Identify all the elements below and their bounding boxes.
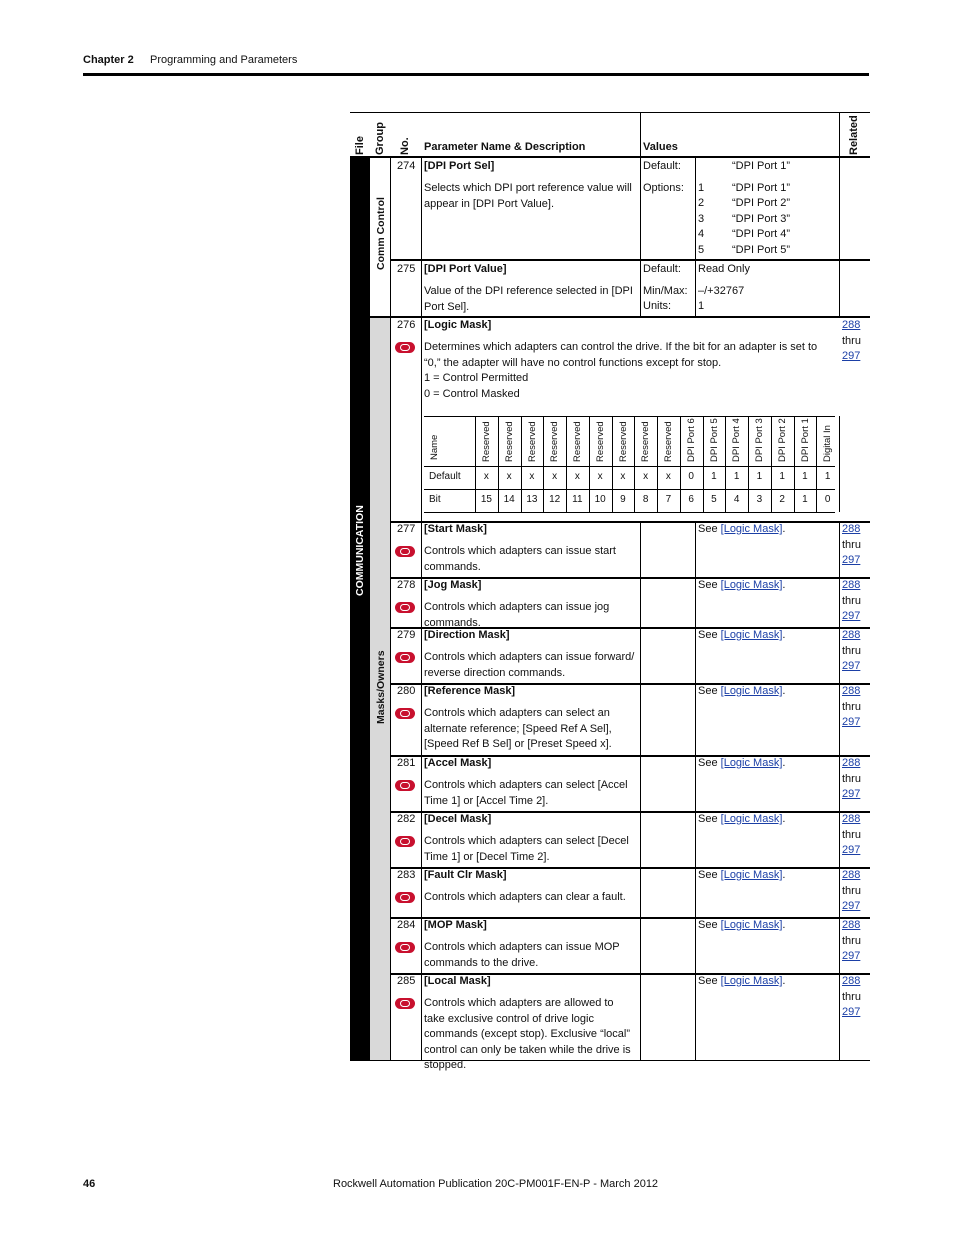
- see-period: .: [782, 629, 786, 641]
- col-header-values: Values: [643, 141, 678, 153]
- related-link-start[interactable]: 288: [842, 919, 861, 931]
- bit-name: Reserved: [572, 421, 583, 462]
- grid-line: [839, 522, 840, 1061]
- bit-number: 12: [549, 494, 561, 505]
- bit-table: [424, 416, 835, 516]
- logic-mask-link[interactable]: [Logic Mask]: [720, 629, 783, 641]
- units-value: 1: [698, 300, 705, 312]
- see-text: See: [698, 919, 721, 931]
- bit-name: Reserved: [503, 421, 515, 462]
- bit-default: 1: [756, 471, 763, 482]
- bit-default: x: [506, 471, 512, 482]
- param-name: [DPI Port Sel]: [424, 160, 495, 172]
- bit-number: 5: [711, 494, 717, 505]
- bit-table-rule: [839, 416, 840, 512]
- param-number: 283: [397, 869, 416, 881]
- bit-name: DPI Port 2: [776, 418, 788, 462]
- param-number: 274: [397, 160, 416, 172]
- param-description: Controls which adapters are allowed to take exclusive control of drive logic commands (except stop). Exclusive “local” control can only be taken while the drive is stopped.: [424, 997, 631, 1071]
- related-thru: thru: [842, 773, 861, 785]
- related-link-end[interactable]: 297: [842, 350, 861, 362]
- bit-number: 4: [733, 494, 740, 505]
- bit-number: 11: [572, 494, 583, 505]
- related-link-start[interactable]: 288: [842, 319, 861, 331]
- related-link-end[interactable]: 297: [842, 660, 861, 672]
- bit-name: DPI Port 3: [754, 418, 765, 462]
- logic-mask-link[interactable]: [Logic Mask]: [720, 869, 783, 881]
- see-reference: [698, 578, 785, 594]
- bit-default: 1: [733, 471, 740, 482]
- bit-name: DPI Port 6: [685, 418, 697, 462]
- param-name: [Start Mask]: [424, 523, 487, 535]
- param-description: Controls which adapters can select an alternate reference; [Speed Ref A Sel], [Speed Ref B Sel] or [Preset Speed x].: [424, 707, 612, 750]
- table-top-rule: [350, 112, 870, 113]
- param-number: 275: [397, 263, 416, 275]
- bit-name: Reserved: [663, 421, 674, 462]
- related-link-start[interactable]: 288: [842, 629, 861, 641]
- logic-mask-link[interactable]: [Logic Mask]: [720, 685, 783, 697]
- minmax-value: –/+32767: [698, 285, 745, 297]
- see-reference: [698, 918, 785, 934]
- see-text: See: [698, 757, 721, 769]
- bit-name: Reserved: [526, 421, 538, 462]
- related-link-start[interactable]: 288: [842, 685, 861, 697]
- related-thru: thru: [842, 701, 861, 713]
- bit-default: x: [574, 471, 580, 482]
- bit-row-label-bit: Bit: [429, 494, 441, 505]
- bit-default: x: [665, 471, 671, 482]
- related-link-start[interactable]: 288: [842, 813, 861, 825]
- param-number: 277: [397, 523, 416, 535]
- bit-default: 1: [824, 471, 831, 482]
- see-period: .: [782, 813, 786, 825]
- see-reference: [698, 522, 785, 538]
- option-label: “DPI Port 2”: [732, 197, 791, 209]
- param-number: 281: [397, 757, 416, 769]
- related-thru: thru: [842, 829, 861, 841]
- related-link-start[interactable]: 288: [842, 869, 861, 881]
- grid-line: [640, 112, 641, 317]
- param-description: Value of the DPI reference selected in [DPI Port Sel].: [424, 285, 633, 313]
- bit-default: x: [483, 471, 489, 482]
- see-reference: [698, 868, 785, 884]
- bit-number: 0: [824, 494, 831, 505]
- bit-number: 2: [779, 494, 785, 505]
- default-label: Default:: [643, 263, 681, 275]
- see-period: .: [782, 685, 786, 697]
- bit-number: 8: [642, 494, 649, 505]
- option-number: 4: [698, 228, 705, 240]
- logic-mask-link[interactable]: [Logic Mask]: [720, 813, 783, 825]
- bit-table-rule: [424, 489, 835, 490]
- bit-default: x: [529, 471, 535, 482]
- write-protect-icon: [395, 892, 415, 903]
- option-label: “DPI Port 1”: [732, 182, 791, 194]
- default-value: Read Only: [698, 263, 750, 275]
- header-rule: [83, 73, 869, 76]
- bit-default: 1: [802, 471, 808, 482]
- grid-line: [695, 522, 696, 1061]
- param-name: [Direction Mask]: [424, 629, 510, 641]
- write-protect-icon: [395, 836, 415, 847]
- bit-number: 3: [756, 494, 763, 505]
- see-reference: [698, 756, 785, 772]
- bit-number: 15: [480, 494, 492, 505]
- see-period: .: [782, 919, 786, 931]
- param-name: [Logic Mask]: [424, 319, 492, 331]
- related-link-end[interactable]: 297: [842, 610, 861, 622]
- bit-number: 14: [503, 494, 515, 505]
- option-number: 1: [698, 182, 705, 194]
- write-protect-icon: [395, 546, 415, 557]
- param-description: Selects which DPI port reference value will appear in [DPI Port Value].: [424, 182, 632, 210]
- option-number: 2: [698, 197, 705, 209]
- file-label: COMMUNICATION: [354, 505, 366, 596]
- logic-mask-link[interactable]: [Logic Mask]: [720, 757, 783, 769]
- related-link-end[interactable]: 297: [842, 844, 861, 856]
- see-period: .: [782, 757, 786, 769]
- logic-mask-link[interactable]: [Logic Mask]: [720, 523, 783, 535]
- param-name: [Decel Mask]: [424, 813, 492, 825]
- see-reference: [698, 684, 785, 700]
- bit-default: x: [597, 471, 603, 482]
- param-description: Controls which adapters can clear a fault.: [424, 891, 626, 903]
- param-description: Controls which adapters can issue MOP commands to the drive.: [424, 941, 620, 969]
- param-name: [Local Mask]: [424, 975, 491, 987]
- bit-row-label-default: Default: [429, 471, 461, 482]
- bit-number: 7: [665, 494, 672, 505]
- bit-row-label-name: Name: [429, 434, 440, 460]
- write-protect-icon: [395, 998, 415, 1009]
- write-protect-icon: [395, 342, 415, 353]
- related-thru: thru: [842, 935, 861, 947]
- header-bottom-rule: [350, 156, 870, 158]
- grid-line: [640, 522, 641, 1061]
- bit-table-rule: [424, 466, 835, 467]
- bit-default: x: [620, 471, 626, 482]
- related-thru: thru: [842, 595, 861, 607]
- bit-name: DPI Port 4: [731, 418, 743, 462]
- related-link-end[interactable]: 297: [842, 950, 861, 962]
- write-protect-icon: [395, 780, 415, 791]
- param-number: 280: [397, 685, 416, 697]
- bit-legend-masked: 0 = Control Masked: [424, 388, 520, 400]
- group-comm-control: Comm Control: [375, 197, 387, 270]
- param-name: [DPI Port Value]: [424, 263, 507, 275]
- chapter-label: Chapter 2: [83, 54, 134, 66]
- see-reference: [698, 628, 785, 644]
- see-text: See: [698, 685, 721, 697]
- default-label: Default:: [643, 160, 681, 172]
- bit-number: 13: [526, 494, 538, 505]
- bit-table-rule: [424, 512, 835, 513]
- default-value: “DPI Port 1”: [732, 160, 791, 172]
- option-label: “DPI Port 5”: [732, 244, 791, 256]
- bit-name: Reserved: [594, 421, 606, 462]
- param-number: 282: [397, 813, 416, 825]
- parameter-table: [350, 112, 870, 1071]
- option-label: “DPI Port 3”: [732, 213, 791, 225]
- section-title: Programming and Parameters: [150, 54, 298, 66]
- bit-default: x: [552, 471, 558, 482]
- related-link-end[interactable]: 297: [842, 554, 861, 566]
- param-number: 285: [397, 975, 416, 987]
- param-number: 278: [397, 579, 416, 591]
- write-protect-icon: [395, 942, 415, 953]
- bit-default: 1: [779, 471, 785, 482]
- related-link-start[interactable]: 288: [842, 579, 861, 591]
- logic-mask-link[interactable]: [Logic Mask]: [720, 579, 783, 591]
- options-label: Options:: [643, 182, 684, 194]
- param-number: 279: [397, 629, 416, 641]
- bit-default: 0: [688, 471, 694, 482]
- related-link-end[interactable]: 297: [842, 716, 861, 728]
- param-name: [Accel Mask]: [424, 757, 492, 769]
- grid-line: [390, 158, 391, 1061]
- col-header-no: No.: [399, 137, 411, 155]
- param-number: 284: [397, 919, 416, 931]
- bit-number: 10: [594, 494, 606, 505]
- param-description: Controls which adapters can issue start commands.: [424, 545, 616, 573]
- see-reference: [698, 812, 785, 828]
- related-thru: thru: [842, 335, 861, 347]
- see-period: .: [782, 975, 786, 987]
- see-text: See: [698, 975, 721, 987]
- col-header-file: File: [354, 136, 366, 155]
- related-link-start[interactable]: 288: [842, 757, 861, 769]
- related-thru: thru: [842, 885, 861, 897]
- param-description: Controls which adapters can select [Accel Time 1] or [Accel Time 2].: [424, 779, 628, 807]
- option-number: 5: [698, 244, 705, 256]
- param-name: [Jog Mask]: [424, 579, 482, 591]
- file-column-band: [350, 158, 370, 1061]
- see-period: .: [782, 869, 786, 881]
- grid-line: [839, 112, 840, 317]
- bit-name: Reserved: [549, 421, 561, 462]
- related-thru: thru: [842, 645, 861, 657]
- see-period: .: [782, 579, 786, 591]
- param-description: Controls which adapters can select [Decel Time 1] or [Decel Time 2].: [424, 835, 629, 863]
- param-description: Controls which adapters can issue jog commands.: [424, 601, 610, 629]
- publication-info: Rockwell Automation Publication 20C-PM001F-EN-P - March 2012: [333, 1178, 659, 1190]
- bit-number: 9: [620, 494, 626, 505]
- col-header-name: Parameter Name & Description: [424, 141, 586, 153]
- param-name: [MOP Mask]: [424, 919, 487, 931]
- related-link-start[interactable]: 288: [842, 975, 861, 987]
- bit-legend-permitted: 1 = Control Permitted: [424, 372, 529, 384]
- logic-mask-link[interactable]: [Logic Mask]: [720, 919, 783, 931]
- related-link-start[interactable]: 288: [842, 523, 861, 535]
- option-label: “DPI Port 4”: [732, 228, 791, 240]
- see-text: See: [698, 869, 721, 881]
- write-protect-icon: [395, 602, 415, 613]
- see-reference: [698, 974, 785, 990]
- bit-number: 6: [688, 494, 694, 505]
- option-number: 3: [698, 213, 705, 225]
- bit-name: Reserved: [481, 421, 492, 462]
- related-thru: thru: [842, 991, 861, 1003]
- row-rule: [390, 259, 870, 261]
- bit-name: Reserved: [640, 421, 652, 462]
- param-description: Controls which adapters can issue forward/ reverse direction commands.: [424, 651, 635, 679]
- see-text: See: [698, 579, 721, 591]
- grid-line: [695, 158, 696, 317]
- page-header: [83, 54, 298, 66]
- param-number: 276: [397, 319, 416, 331]
- bit-name: Reserved: [617, 421, 629, 462]
- bit-name: Digital In: [822, 425, 834, 462]
- bit-default: 1: [711, 471, 717, 482]
- param-name: [Fault Clr Mask]: [424, 869, 507, 881]
- bit-name: DPI Port 1: [799, 418, 811, 462]
- grid-line: [421, 158, 422, 1061]
- param-description: Determines which adapters can control the drive. If the bit for an adapter is set to “0,” the adapter will have no control functions except for stop.: [424, 341, 818, 369]
- page-number: 46: [83, 1178, 96, 1190]
- related-link-end[interactable]: 297: [842, 1006, 861, 1018]
- param-name: [Reference Mask]: [424, 685, 516, 697]
- bit-table-rule: [424, 416, 835, 417]
- bit-number: 1: [802, 494, 808, 505]
- logic-mask-link[interactable]: [Logic Mask]: [720, 975, 783, 987]
- see-text: See: [698, 629, 721, 641]
- related-link-end[interactable]: 297: [842, 900, 861, 912]
- write-protect-icon: [395, 652, 415, 663]
- bit-default: x: [643, 471, 649, 482]
- related-thru: thru: [842, 539, 861, 551]
- group-masks-owners: Masks/Owners: [375, 650, 387, 724]
- col-header-group: Group: [374, 122, 386, 155]
- bit-name: DPI Port 5: [708, 418, 720, 462]
- units-label: Units:: [643, 300, 672, 312]
- related-link-end[interactable]: 297: [842, 788, 861, 800]
- col-header-related: Related: [848, 115, 860, 155]
- see-text: See: [698, 523, 721, 535]
- see-text: See: [698, 813, 721, 825]
- write-protect-icon: [395, 708, 415, 719]
- minmax-label: Min/Max:: [643, 285, 688, 297]
- see-period: .: [782, 523, 786, 535]
